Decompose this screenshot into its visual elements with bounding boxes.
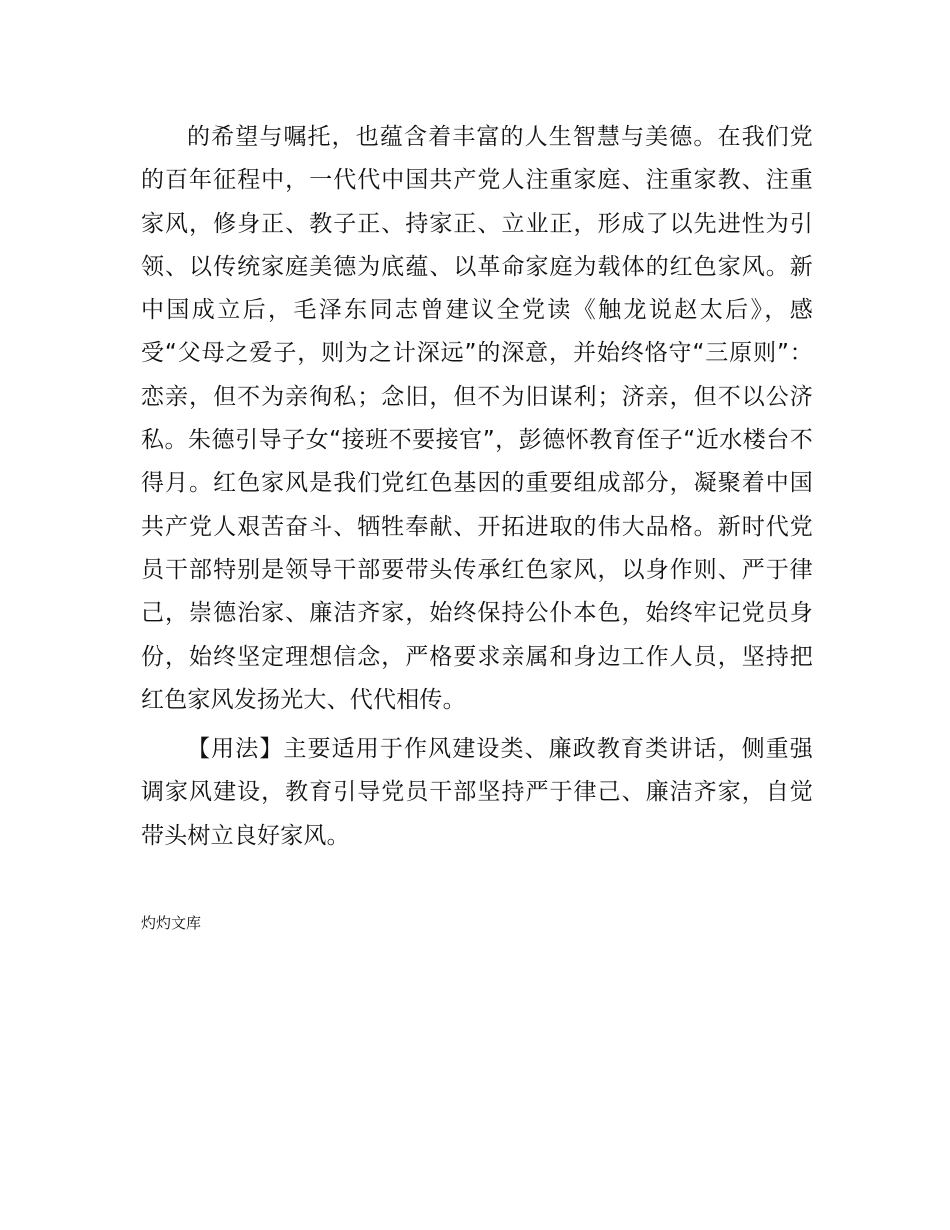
usage-paragraph: 【用法】主要适用于作风建设类、廉政教育类讲话，侧重强调家风建设，教育引导党员干部坚持严于律己、廉洁齐家，自觉带头树立良好家风。 — [141, 736, 813, 849]
body-paragraph-1: 的希望与嘱托，也蕴含着丰富的人生智慧与美德。在我们党的百年征程中，一代代中国共产党人注重家庭、注重家教、注重家风，修身正、教子正、持家正、立业正，形成了以先进性为引领、以传统家庭美德为底蕴、以革命家庭为载体的红色家风。新中国成立后，毛泽东同志曾建议全党读《触龙说赵太后》，感受“父母之爱子，则为之计深远”的深意，并始终恪守“三原则”：恋亲，但不为亲徇私；念旧，但不为旧谋利；济亲，但不以公济私。朱德引导子女“接班不要接官”，彭德怀教育侄子“近水楼台不得月。红色家风是我们党红色基因的重要组成部分，凝聚着中国共产党人艰苦奋斗、牺牲奉献、开拓进取的伟大品格。新时代党员干部特别是领导干部要带头传承红色家风，以身作则、严于律己，崇德治家、廉洁齐家，始终保持公仆本色，始终牢记党员身份，始终坚定理想信念，严格要求亲属和身边工作人员，坚持把红色家风发扬光大、代代相传。 — [141, 124, 813, 713]
document-body — [141, 116, 813, 858]
source-watermark: 灼灼文库 — [141, 914, 202, 932]
